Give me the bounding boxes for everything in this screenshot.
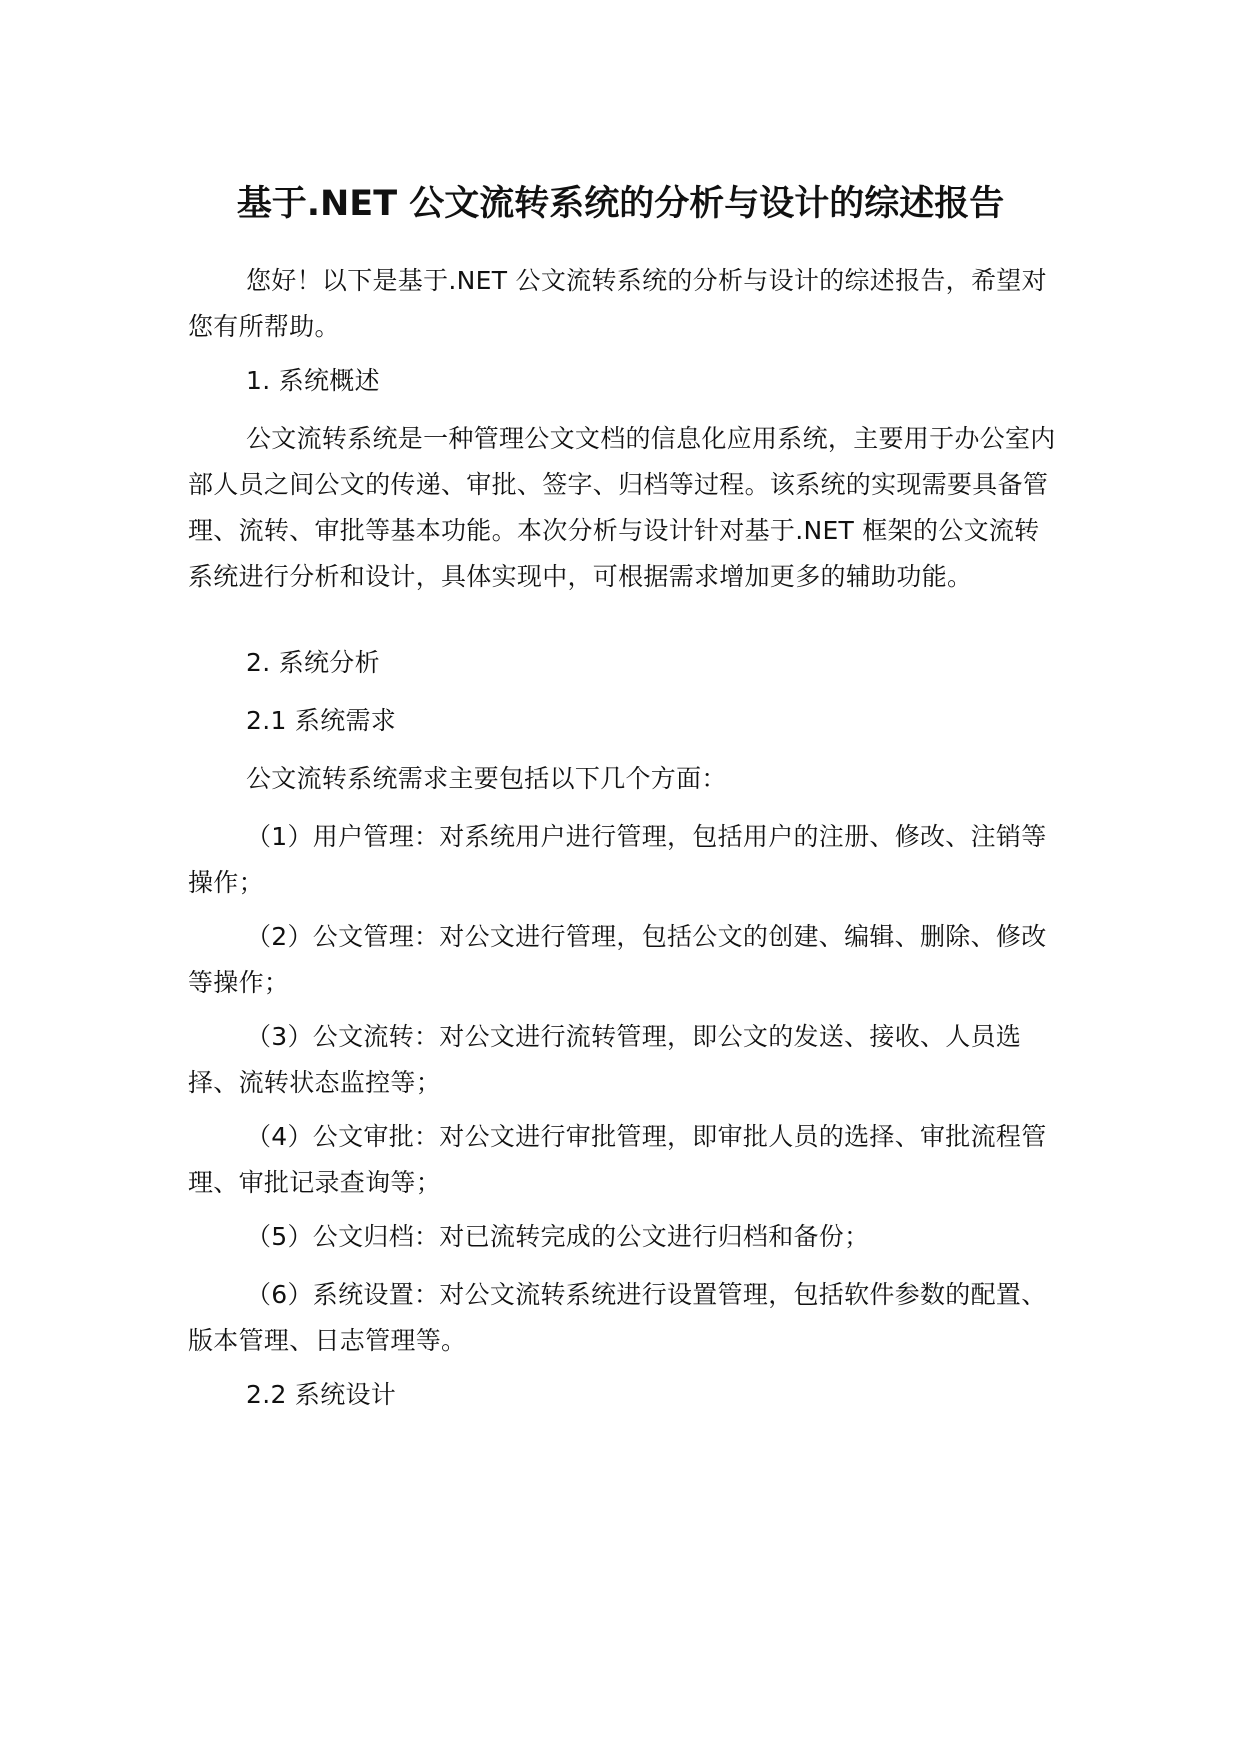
subsection-2-2-heading: 2.2 系统设计 bbox=[246, 1380, 397, 1409]
intro-paragraph-block bbox=[188, 258, 1056, 350]
requirement-item-5-block bbox=[188, 1214, 1056, 1260]
subsection-2-1-intro: 公文流转系统需求主要包括以下几个方面： bbox=[246, 764, 727, 793]
section-2-heading-block bbox=[188, 640, 1056, 686]
section-1-heading-block bbox=[188, 358, 1056, 404]
section-1-body: 公文流转系统是一种管理公文文档的信息化应用系统，主要用于办公室内部人员之间公文的传递、审批、签字、归档等过程。该系统的实现需要具备管理、流转、审批等基本功能。本次分析与设计针对基于.NET 框架的公文流转系统进行分析和设计，具体实现中，可根据需求增加更多的辅助功能。 bbox=[188, 424, 1056, 591]
section-1-heading: 1. 系统概述 bbox=[246, 366, 380, 395]
requirement-item: （4）公文审批：对公文进行审批管理，即审批人员的选择、审批流程管理、审批记录查询等； bbox=[188, 1122, 1047, 1197]
requirement-item: （6）系统设置：对公文流转系统进行设置管理，包括软件参数的配置、版本管理、日志管理等。 bbox=[188, 1280, 1047, 1355]
document-title: 基于.NET 公文流转系统的分析与设计的综述报告 bbox=[236, 184, 1005, 224]
requirement-item-6-block bbox=[188, 1272, 1056, 1364]
requirement-item: （2）公文管理：对公文进行管理，包括公文的创建、编辑、删除、修改等操作； bbox=[188, 922, 1047, 997]
subsection-2-1-heading-block bbox=[188, 698, 1056, 744]
requirement-item-4-block bbox=[188, 1114, 1056, 1206]
requirement-item: （5）公文归档：对已流转完成的公文进行归档和备份； bbox=[246, 1222, 870, 1251]
requirement-item: （1）用户管理：对系统用户进行管理，包括用户的注册、修改、注销等操作； bbox=[188, 822, 1047, 897]
subsection-2-2-heading-block bbox=[188, 1372, 1056, 1418]
section-2-heading: 2. 系统分析 bbox=[246, 648, 380, 677]
requirement-item-2-block bbox=[188, 914, 1056, 1006]
subsection-2-1-heading: 2.1 系统需求 bbox=[246, 706, 397, 735]
requirement-item-1-block bbox=[188, 814, 1056, 906]
section-1-body-block bbox=[188, 416, 1056, 600]
subsection-2-1-intro-block bbox=[188, 756, 1056, 802]
requirement-item-3-block bbox=[188, 1014, 1056, 1106]
intro-paragraph: 您好！以下是基于.NET 公文流转系统的分析与设计的综述报告，希望对您有所帮助。 bbox=[188, 266, 1047, 341]
requirement-item: （3）公文流转：对公文进行流转管理，即公文的发送、接收、人员选择、流转状态监控等； bbox=[188, 1022, 1022, 1097]
